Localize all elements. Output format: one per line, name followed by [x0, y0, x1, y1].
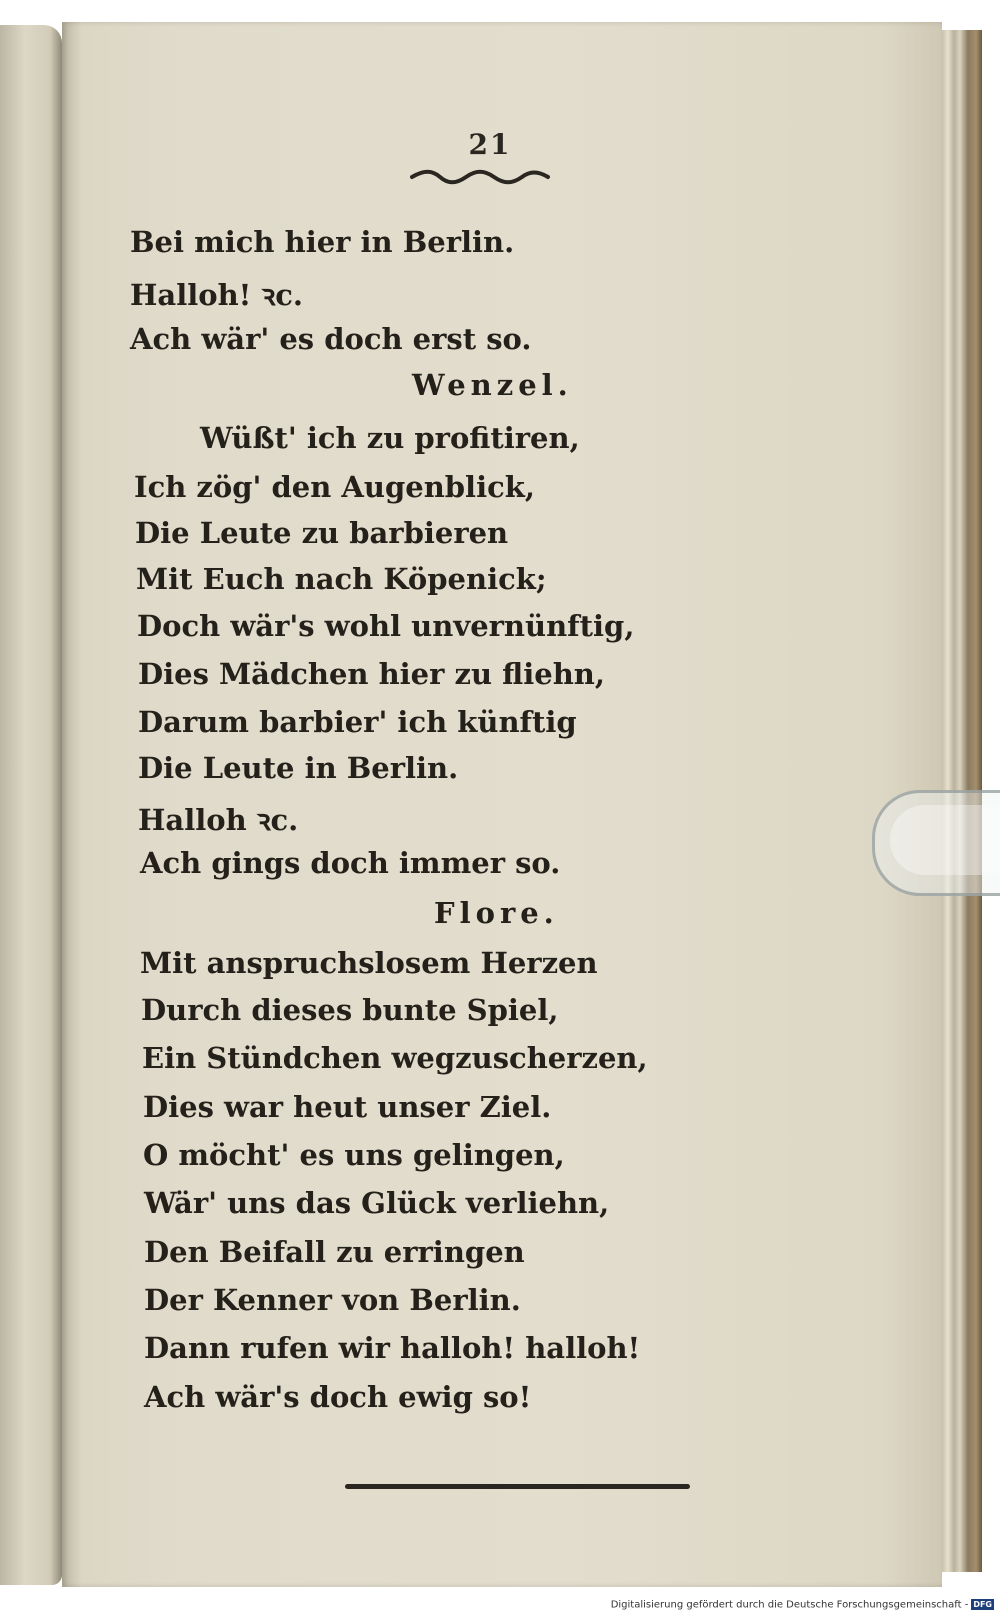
poem-line: Ein Stündchen wegzuscherzen,	[142, 1041, 648, 1075]
speaker-name: Wenzel.	[412, 368, 573, 402]
poem-line: Dies Mädchen hier zu fliehn,	[138, 657, 605, 691]
poem-line: Ach wär's doch ewig so!	[144, 1380, 532, 1414]
poem-line: Dann rufen wir halloh! halloh!	[144, 1331, 641, 1365]
poem-line: Mit anspruchslosem Herzen	[140, 946, 598, 980]
ornament-divider	[410, 168, 550, 186]
poem-line: Halloh ꝛc.	[138, 803, 299, 837]
speaker-name: Flore.	[434, 896, 559, 930]
left-page-edge	[0, 25, 62, 1585]
poem-line: Dies war heut unser Ziel.	[143, 1090, 552, 1124]
digitization-credit	[611, 1599, 994, 1611]
poem-line: Doch wär's wohl unvernünftig,	[137, 609, 635, 643]
poem-line: Der Kenner von Berlin.	[144, 1283, 521, 1317]
poem-line: Die Leute zu barbieren	[135, 516, 509, 550]
poem-line: Den Beifall zu erringen	[144, 1235, 525, 1269]
dfg-logo: DFG	[973, 1600, 992, 1609]
poem-line: Ich zög' den Augenblick,	[134, 470, 535, 504]
poem-line: Durch dieses bunte Spiel,	[141, 993, 559, 1027]
poem-line: Wüßt' ich zu profitiren,	[200, 421, 580, 455]
closing-rule	[345, 1484, 690, 1489]
poem-line: O möcht' es uns gelingen,	[143, 1138, 565, 1172]
poem-line: Halloh! ꝛc.	[130, 278, 303, 312]
page-clip-highlight	[890, 805, 1000, 875]
page-number: 21	[468, 128, 512, 161]
poem-line: Wär' uns das Glück verliehn,	[144, 1186, 610, 1220]
poem-line: Darum barbier' ich künftig	[138, 705, 577, 739]
poem-line: Ach wär' es doch erst so.	[130, 322, 532, 356]
credit-text: Digitalisierung gefördert durch die Deutsche Forschungsgemeinschaft -	[610, 1599, 969, 1611]
poem-line: Die Leute in Berlin.	[138, 751, 459, 785]
poem-line: Mit Euch nach Köpenick;	[136, 562, 547, 596]
poem-line: Bei mich hier in Berlin.	[130, 225, 515, 259]
poem-line: Ach gings doch immer so.	[140, 846, 561, 880]
